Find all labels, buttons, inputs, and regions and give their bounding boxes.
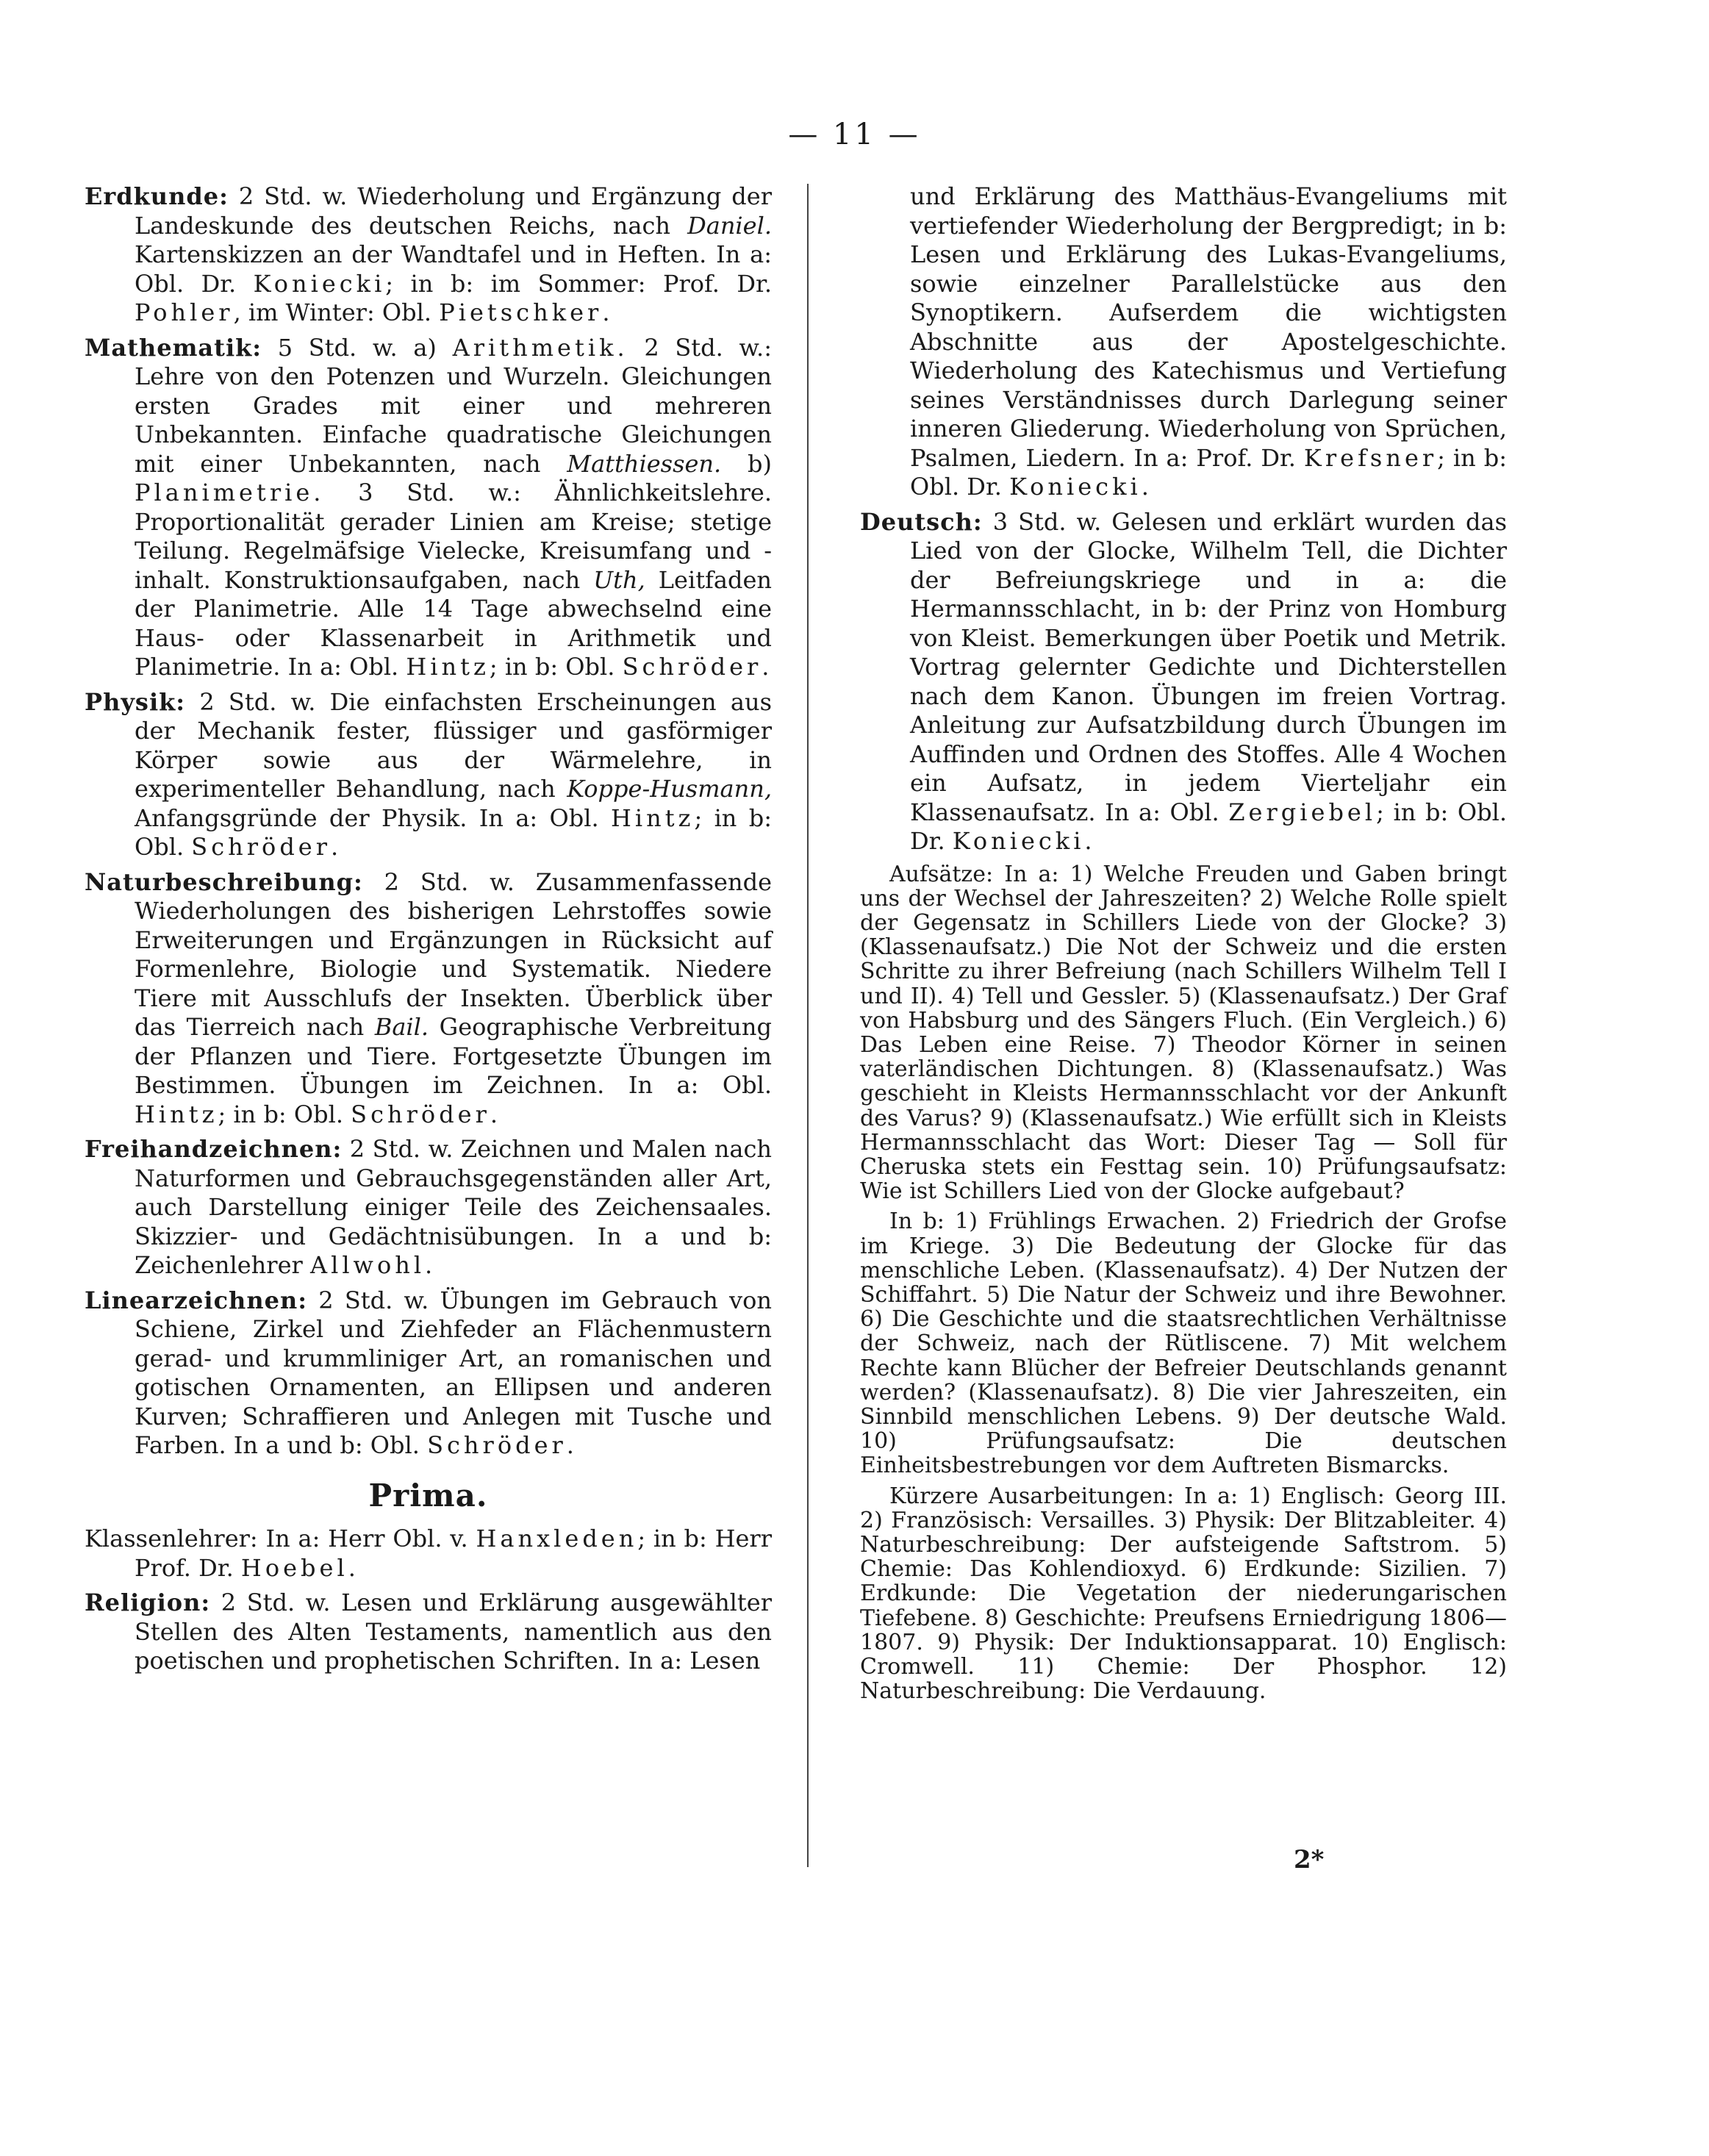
entry-text: ; in b: Obl.: [489, 653, 623, 681]
subject-heading: Freihandzeichnen:: [85, 1135, 343, 1163]
entry-text: ; in b: Obl.: [135, 803, 773, 861]
entry-text: 2 Std. w. Wiederholung und Ergänzung der Landeskunde des deutschen Reichs, nach: [135, 182, 772, 240]
teacher-name: Hanxleden: [476, 1525, 638, 1552]
entry-text: .: [762, 653, 770, 681]
entry-text: Kartenskizzen an der Wandtafel und in Heften. In a: Obl. Dr.: [135, 240, 772, 298]
entry-text: Klassenlehrer: In a: Herr Obl. v.: [85, 1525, 476, 1552]
entry-text: 5 Std. w. a): [262, 333, 453, 362]
entry-text: 2 Std. w. Zusammenfassende Wiederholungen des bisherigen Lehrstoffes sowie Erweiterungen und Ergänzungen in Rücksicht auf Formenlehre, Biologie und Systematik. Niedere Tiere mit Ausschlufs der Insekten. Überblick über das Tierreich nach: [135, 867, 772, 1041]
teacher-name: Hintz: [406, 653, 490, 681]
entry-text: 3 Std. w.: Ähnlichkeitslehre. Proportionalität gerader Linien am Kreise; stetige Teilung. Regelmäfsige Vielecke, Kreisumfang und -inhalt. Konstruktionsaufgaben, nach: [135, 479, 772, 594]
entry-text: .: [490, 1100, 498, 1128]
entry-text: ; in b: Obl.: [218, 1100, 351, 1128]
entry-text: , im Winter: Obl.: [233, 298, 440, 326]
entry-text: 2 Std. w. Zeichnen und Malen nach Naturformen und Gebrauchsgegenständen aller Art, auch Darstellung einiger Teile des Zeichensaales. Skizzier- und Gedächtnisübungen. In a und b: Zeichenlehrer: [135, 1135, 772, 1279]
subject-heading: Erdkunde:: [85, 182, 229, 210]
teacher-name: Pietschker: [439, 298, 603, 326]
teacher-name: Schröder: [622, 653, 762, 681]
subject-heading: Physik:: [85, 687, 186, 716]
sheet-signature: 2*: [1294, 1845, 1325, 1874]
essay-topics-a: Aufsätze: In a: 1) Welche Freuden und Gaben bringt uns der Wechsel der Jahreszeiten? 2) Welche Rolle spielt der Gegensatz in Schillers Liede von der Glocke? 3) (Klassenaufsatz.) Die Not der Schweiz und die ersten Schritte zu ihrer Befreiung (nach Schillers Wilhelm Tell I und II). 4) Tell und Gessler. 5) (Klassenaufsatz.) Der Graf von Habsburg und des Sängers Fluch. (Ein Vergleich.) 6) Das Leben eine Reise. 7) Theodor Körner in seinen vaterländischen Dichtungen. 8) (Klassenaufsatz.) Was geschieht in Kleists Hermannsschlacht vor der Ankunft des Varus? 9) (Klassenaufsatz.) Wie erfüllt sich in Kleists Hermannsschlacht das Wort: Dieser Tag — Soll für Cheruska stets ein Festtag sein. 10) Prüfungsaufsatz: Wie ist Schillers Lied von der Glocke aufgebaut?: [860, 861, 1507, 1205]
entry-text: .: [348, 1553, 356, 1582]
entry-klassenlehrer: [85, 1525, 772, 1583]
entry-text: Geographische Verbreitung der Pflanzen und Tiere. Fortgesetzte Übungen im Bestimmen. Übungen im Zeichnen. In a: Obl.: [135, 1013, 773, 1099]
teacher-name: Schröder: [191, 833, 332, 861]
entry-text: ; in b: Obl. Dr.: [910, 443, 1508, 501]
right-column: [860, 182, 1507, 1709]
entry-text: Leitfaden der Planimetrie. Alle 14 Tage abwechselnd eine Haus- oder Klassenarbeit in Arithmetik und Planimetrie. In a: Obl.: [135, 565, 773, 681]
short-assignments: Kürzere Ausarbeitungen: In a: 1) Englisch: Georg III. 2) Französisch: Versailles. 3) Physik: Der Blitzableiter. 4) Naturbeschreibung: Der aufsteigende Saftstrom. 5) Chemie: Das Kohlendioxyd. 6) Erdkunde: Sizilien. 7) Erdkunde: Die Vegetation der niederungarischen Tiefebene. 8) Geschichte: Preufsens Erniedrigung 1806—1807. 9) Physik: Der Induktionsapparat. 10) Englisch: Cromwell. 11) Chemie: Der Phosphor. 12) Naturbeschreibung: Die Verdauung.: [860, 1483, 1507, 1705]
entry-naturbeschreibung: [85, 868, 772, 1130]
column-divider: [807, 184, 809, 1867]
teacher-name: Hintz: [135, 1100, 218, 1128]
entry-religion: [85, 1589, 772, 1676]
teacher-name: Schröder: [427, 1431, 567, 1459]
entry-text: Anfangsgründe der Physik. In a: Obl.: [135, 803, 611, 832]
teacher-name: Pohler: [135, 298, 234, 326]
entry-text: ; in b: Herr Prof. Dr.: [135, 1525, 773, 1582]
teacher-name: Schröder: [351, 1100, 490, 1128]
entry-text: .: [566, 1431, 574, 1459]
section-title-prima: Prima.: [368, 1477, 488, 1514]
teacher-name: Koniecki: [1009, 473, 1142, 501]
topic-name: Planimetrie.: [135, 479, 325, 506]
teacher-name: Hintz: [610, 803, 695, 832]
cited-author: Matthiessen.: [567, 449, 722, 478]
entry-physik: [85, 688, 772, 862]
entry-text: 2 Std. w. Die einfachsten Erscheinungen aus der Mechanik fester, flüssiger und gasförmiger Körper sowie aus der Wärmelehre, in experimenteller Behandlung, nach: [135, 687, 772, 803]
entry-text: 2 Std. w.: Lehre von den Potenzen und Wurzeln. Gleichungen ersten Grades mit einer und mehreren Unbekannten. Einfache quadratische Gleichungen mit einer Unbekannten, nach: [135, 333, 773, 478]
cited-author: Uth,: [593, 565, 645, 594]
entry-text: .: [1141, 473, 1149, 501]
entry-text: b): [721, 449, 773, 478]
entry-text: .: [602, 298, 610, 326]
teacher-name: Krefsner: [1303, 443, 1438, 472]
entry-erdkunde: [85, 182, 772, 328]
entry-linearzeichnen: [85, 1286, 772, 1461]
subject-heading: Deutsch:: [860, 507, 983, 536]
teacher-name: Koniecki: [253, 269, 386, 298]
teacher-name: Hoebel: [240, 1553, 348, 1582]
entry-text: 2 Std. w. Übungen im Gebrauch von Schiene, Zirkel und Ziehfeder an Flächenmustern gerad- und krummliniger Art, an romanischen und gotischen Ornamenten, an Ellipsen und anderen Kurven; Schraffieren und Anlegen mit Tusche und Farben. In a und b: Obl.: [135, 1286, 772, 1459]
subject-heading: Naturbeschreibung:: [85, 867, 363, 896]
entry-deutsch: [860, 508, 1507, 856]
entry-text: 2 Std. w. Lesen und Erklärung ausgewählter Stellen des Alten Testaments, namentlich aus den poetischen und prophetischen Schriften. In a: Lesen: [135, 1589, 772, 1675]
entry-text: und Erklärung des Matthäus-Evangeliums mit vertiefender Wiederholung der Bergpredigt; in b: Lesen und Erklärung des Lukas-Evangeliums, sowie einzelner Parallelstücke aus den Synoptikern. Aufserdem die wichtigsten Abschnitte aus der Apostelgeschichte. Wiederholung des Katechismus und Vertiefung seines Verständnisses durch Darlegung seiner inneren Gliederung. Wiederholung von Sprüchen, Psalmen, Liedern. In a: Prof. Dr.: [910, 182, 1507, 472]
essay-topics-b: In b: 1) Frühlings Erwachen. 2) Friedrich der Grofse im Kriege. 3) Die Bedeutung der Glocke für das menschliche Leben. (Klassenaufsatz). 4) Der Nutzen der Schiffahrt. 5) Die Natur der Schweiz und ihre Bewohner. 6) Die Geschichte und die staatsrechtlichen Verhältnisse der Schweiz, nach der Rütliscene. 7) Mit welchem Rechte kann Blücher der Befreier Deutschlands genannt werden? (Klassenaufsatz). 8) Die vier Jahreszeiten, ein Sinnbild menschlichen Lebens. 9) Der deutsche Wald. 10) Prüfungsaufsatz: Die deutschen Einheitsbestrebungen vor dem Auftreten Bismarcks.: [860, 1208, 1507, 1479]
entry-text: ; in b: Obl. Dr.: [910, 798, 1508, 855]
entry-text: .: [425, 1251, 433, 1279]
entry-freihandzeichnen: [85, 1135, 772, 1281]
entry-religion-continued: [860, 182, 1507, 502]
teacher-name: Koniecki: [952, 827, 1085, 855]
entry-text: .: [1084, 827, 1092, 855]
subject-heading: Religion:: [85, 1589, 211, 1616]
left-column: [85, 182, 772, 1682]
entry-text: 3 Std. w. Gelesen und erklärt wurden das Lied von der Glocke, Wilhelm Tell, die Dichter der Befreiungskriege und in a: die Hermannsschlacht, in b: der Prinz von Homburg von Kleist. Bemerkungen über Poetik und Metrik. Vortrag gelernter Gedichte und Dichterstellen nach dem Kanon. Übungen im freien Vortrag. Anleitung zur Aufsatzbildung durch Übungen im Auffinden und Ordnen des Stoffes. Alle 4 Wochen ein Aufsatz, in jedem Vierteljahr ein Klassenaufsatz. In a: Obl.: [910, 507, 1507, 826]
cited-author: Daniel.: [687, 211, 772, 240]
entry-mathematik: [85, 334, 772, 682]
entry-text: .: [331, 833, 339, 861]
subject-heading: Mathematik:: [85, 333, 262, 362]
cited-author: Koppe-Husmann,: [567, 775, 772, 803]
entry-text: ; in b: im Sommer: Prof. Dr.: [385, 269, 772, 298]
page-number: — 11 —: [788, 118, 921, 151]
teacher-name: Zergiebel: [1228, 798, 1377, 826]
subject-heading: Linearzeichnen:: [85, 1286, 308, 1314]
topic-name: Arithmetik.: [452, 333, 628, 362]
teacher-name: Allwohl: [309, 1251, 426, 1279]
cited-author: Bail.: [374, 1013, 429, 1041]
